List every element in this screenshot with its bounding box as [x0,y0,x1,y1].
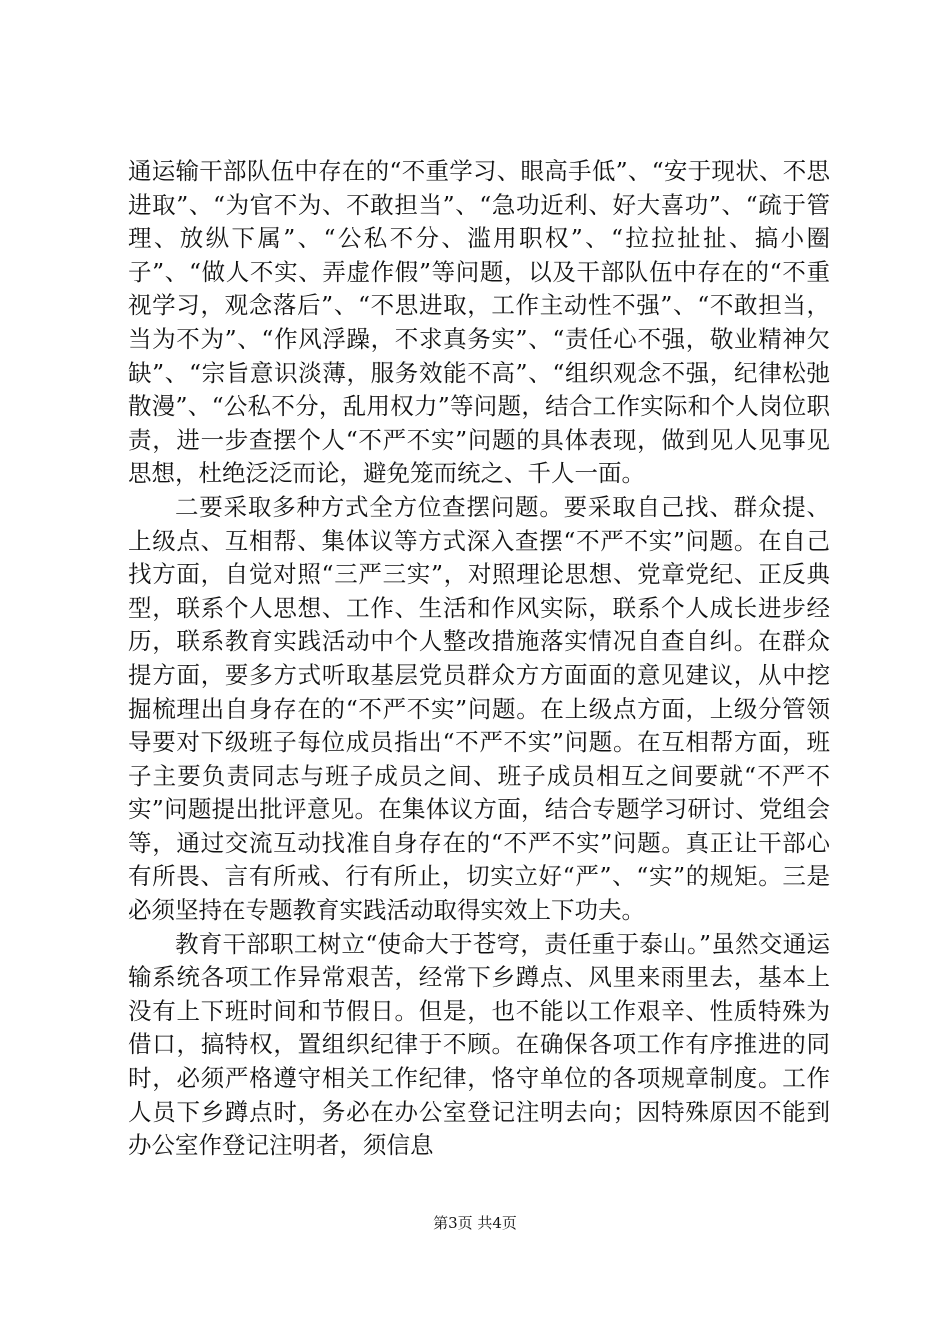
paragraph-3: 教育干部职工树立“使命大于苍穹，责任重于泰山。”虽然交通运输系统各项工作异常艰苦，经常下乡蹲点、风里来雨里去，基本上没有上下班时间和节假日。但是，也不能以工作艰辛、性质特殊为借口，搞特权，置组织纪律于不顾。在确保各项工作有序推进的同时，必须严格遵守相关工作纪律，恪守单位的各项规章制度。工作人员下乡蹲点时，务必在办公室登记注明去向；因特殊原因不能到办公室作登记注明者，须信息 [128,929,830,1160]
page-footer [0,1213,950,1233]
document-body [128,155,830,1163]
paragraph-1: 通运输干部队伍中存在的“不重学习、眼高手低”、“安于现状、不思进取”、“为官不为、不敢担当”、“急功近利、好大喜功”、“疏于管理、放纵下属”、“公私不分、滥用职权”、“拉拉扯扯、搞小圈子”、“做人不实、弄虚作假”等问题，以及干部队伍中存在的“不重视学习，观念落后”、“不思进取，工作主动性不强”、“不敢担当，当为不为”、“作风浮躁，不求真务实”、“责任心不强，敬业精神欠缺”、“宗旨意识淡薄，服务效能不高”、“组织观念不强，纪律松弛散漫”、“公私不分，乱用权力”等问题，结合工作实际和个人岗位职责，进一步查摆个人“不严不实”问题的具体表现，做到见人见事见思想，杜绝泛泛而论，避免笼而统之、千人一面。 [128,157,830,488]
paragraph-2: 二要采取多种方式全方位查摆问题。要采取自己找、群众提、上级点、互相帮、集体议等方式深入查摆“不严不实”问题。在自己找方面，自觉对照“三严三实”，对照理论思想、党章党纪、正反典型，联系个人思想、工作、生活和作风实际，联系个人成长进步经历，联系教育实践活动中个人整改措施落实情况自查自纠。在群众提方面，要多方式听取基层党员群众方方面面的意见建议，从中挖掘梳理出自身存在的“不严不实”问题。在上级点方面，上级分管领导要对下级班子每位成员指出“不严不实”问题。在互相帮方面，班子主要负责同志与班子成员之间、班子成员相互之间要就“不严不实”问题提出批评意见。在集体议方面，结合专题学习研讨、党组会等，通过交流互动找准自身存在的“不严不实”问题。真正让干部心有所畏、言有所戒、行有所止，切实立好“严”、“实”的规矩。三是必须坚持在专题教育实践活动取得实效上下功夫。 [128,492,830,925]
page-number-label: 第3页 共4页 [433,1214,517,1232]
